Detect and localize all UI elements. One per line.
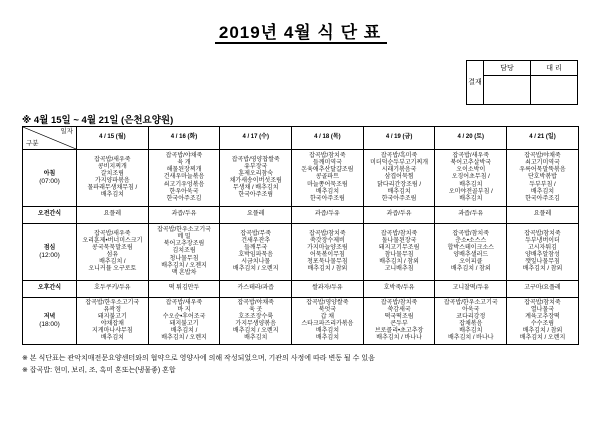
period-label: ※ 4월 15일 ~ 4월 21일 (은천요양원) bbox=[22, 115, 174, 126]
row-label-lunch: 점심 (12:00) bbox=[23, 224, 77, 281]
cell-afternoon-snack-2: 카스테라/과즙 bbox=[220, 281, 292, 298]
cell-morning-snack-0: 요플레 bbox=[77, 207, 149, 224]
approval-value-1 bbox=[531, 76, 578, 105]
row-label-breakfast: 아침 (07:00) bbox=[23, 150, 77, 207]
cell-breakfast-4: 잡곡밥/흑미죽 미더덕순두부고기찌개 시래기볶음국 삼겹어묵찜 닭다리간장조림 / 배추김치 한국아주조림 bbox=[363, 150, 435, 207]
approval-value-0 bbox=[484, 76, 531, 105]
cell-breakfast-6: 잡곡밥/야채죽 쇠고기미역국 우륵어묵말뚝볶음 단호박볶밥 두부부침 / 배추김치 한국아주조김 bbox=[507, 150, 579, 207]
cell-afternoon-snack-0: 호두쿠키/두유 bbox=[77, 281, 149, 298]
cell-lunch-1: 잡곡밥/한우소고기국 메 밀 북어고추장조림 김치조림 청나물무침 배추김치 / 오젠지 맥 흔밥차 bbox=[148, 224, 220, 281]
row-label-dinner: 저녁 (18:00) bbox=[23, 298, 77, 345]
cell-breakfast-3: 잡곡밥/참치죽 들깨미역국 돈육애추산달걀조림 콩골파트 마늘쫑어묵조림 배추김치 한국아주조림 bbox=[292, 150, 364, 207]
cell-dinner-1: 잡곡밥/새우죽 바 지 수오순•후어조국 돼지불고기 배추김치 / 배추김치 / 오렌지 bbox=[148, 298, 220, 345]
cell-lunch-6: 잡곡밥/참치죽 두부냉버이더 고시자튀김 양배추알참성 깻잎나물무침 배추김치 / 참외 bbox=[507, 224, 579, 281]
day-header-1: 4 / 16 (화) bbox=[148, 127, 220, 150]
cell-dinner-3: 잡곡밥/영양쌀죽 북엇국 갑 채 스타크파즈리카볶음 배추김치 배추김치 bbox=[292, 298, 364, 345]
menu-table bbox=[22, 126, 579, 345]
cell-lunch-2: 잡곡밥/무죽 건새우잔추 들깨무국 호박임파묵음 시금치나물 배추김치 / 오렌지 bbox=[220, 224, 292, 281]
day-header-3: 4 / 18 (목) bbox=[292, 127, 364, 150]
cell-dinner-4: 잡곡밥/참치죽 쑥감새국 떡국떡조림 콘두부 브로콜리•초고추장 배추김치 / 바나나 bbox=[363, 298, 435, 345]
cell-lunch-5: 잡곡밥/참치죽 춘소•소스스 합박스테이크소스 양배추샐러드 오이피클 배추김치 / 참외 bbox=[435, 224, 507, 281]
cell-breakfast-1: 잡곡밥/야채죽 육 개 해물된장찌개 건새우마늘볶음 쇠고기우엉볶음 한우아욱국 한국아주조김 bbox=[148, 150, 220, 207]
cell-dinner-6: 잡곡밥/참치죽 열나물국 계육고추장떡 수수조림 배추김치 / 참외 배추김치 / 오렌지 bbox=[507, 298, 579, 345]
cell-afternoon-snack-5: 고니찰떡/두유 bbox=[435, 281, 507, 298]
table-row bbox=[23, 298, 579, 345]
table-row bbox=[23, 150, 579, 207]
table-header-row bbox=[23, 127, 579, 150]
cell-lunch-3: 잡곡밥/참치죽 쑥갓장수제비 가지마늘양조림 어묵볶이무침 청포묵나물무침 배추김치 / 참외 bbox=[292, 224, 364, 281]
row-label-morning-snack: 오전간식 bbox=[23, 207, 77, 224]
footer-notes bbox=[22, 354, 582, 378]
cell-dinner-0: 잡곡밥/한우소고기국 유곽정 돼지불고기 야채잡채 지게마나샤무침 배추김치 bbox=[77, 298, 149, 345]
row-label-afternoon-snack: 오후간식 bbox=[23, 281, 77, 298]
cell-afternoon-snack-6: 고구마/요플레 bbox=[507, 281, 579, 298]
approval-box bbox=[466, 60, 578, 105]
day-header-2: 4 / 17 (수) bbox=[220, 127, 292, 150]
cell-morning-snack-6: 요플레 bbox=[507, 207, 579, 224]
cell-dinner-2: 잡곡밥/야채죽 육 곳 호조조장수륙 가지무생양볶음 배추김치 / 오렌지 배추김치 bbox=[220, 298, 292, 345]
cell-morning-snack-1: 과즙/두유 bbox=[148, 207, 220, 224]
table-row bbox=[23, 224, 579, 281]
title-underline bbox=[215, 42, 387, 44]
table-row bbox=[23, 207, 579, 224]
cell-lunch-0: 잡곡밥/새우죽 오리훈제•버너미스크기 콩국묵묵말조림 섬유 배추김치 / 오니커뮬 오구로토 bbox=[77, 224, 149, 281]
page-title: 2019년 4월 식 단 표 bbox=[218, 23, 382, 42]
cell-afternoon-snack-1: 떡 튀김만두 bbox=[148, 281, 220, 298]
cell-morning-snack-4: 과즙/두유 bbox=[363, 207, 435, 224]
corner-label-type: 구분 bbox=[26, 140, 39, 148]
cell-morning-snack-2: 요플레 bbox=[220, 207, 292, 224]
cell-breakfast-5: 잡곡밥/새우죽 북어고추살박국 오이소박이 오징어초무침 / 배추김치 오미야전골부침 / 배추김치 bbox=[435, 150, 507, 207]
corner-header bbox=[23, 127, 77, 150]
cell-afternoon-snack-3: 쌀과자/두유 bbox=[292, 281, 364, 298]
table-row bbox=[23, 281, 579, 298]
corner-label-date: 일자 bbox=[60, 128, 73, 135]
approval-col-0: 담당 bbox=[484, 61, 531, 76]
cell-morning-snack-5: 과즙/두유 bbox=[435, 207, 507, 224]
note-0: ※ 본 식단표는 관악치매전문요양센터와의 협약으로 영양사에 의해 작성되었으며, 기관의 사정에 따라 변동 될 수 있음 bbox=[22, 355, 375, 362]
cell-dinner-5: 잡곡밥/한우소고기국 아욱국 코다리강정 잡채볶음 배추김치 배추김치 / 바나나 bbox=[435, 298, 507, 345]
day-header-4: 4 / 19 (금) bbox=[363, 127, 435, 150]
cell-afternoon-snack-4: 호박죽/두유 bbox=[363, 281, 435, 298]
note-1: ※ 잡곡밥: 현미, 보리, 조, 흑미 혼또는(냉물좋) 혼합 bbox=[22, 366, 176, 374]
day-header-5: 4 / 20 (토) bbox=[435, 127, 507, 150]
cell-breakfast-0: 잡곡밥/새우죽 콩비지찌개 갈치조림 가지양파볶음 물파래무생채무침 / 배추김치 bbox=[77, 150, 149, 207]
approval-side-label: 결재 bbox=[467, 61, 484, 105]
day-header-6: 4 / 21 (일) bbox=[507, 127, 579, 150]
approval-col-1: 대 리 bbox=[531, 61, 578, 76]
day-header-0: 4 / 15 (월) bbox=[77, 127, 149, 150]
cell-breakfast-2: 잡곡밥/영양찹쌀죽 유부장국 훈제오리참숙 채가새송이버섯조림 무생채 / 배추김치 한국아주조림 bbox=[220, 150, 292, 207]
cell-lunch-4: 잡곡밥/참치죽 돌나물된장국 돼지고기무조림 참나물무침 배추김치 / 참외 고니배추침 bbox=[363, 224, 435, 281]
cell-morning-snack-3: 과즙/두유 bbox=[292, 207, 364, 224]
